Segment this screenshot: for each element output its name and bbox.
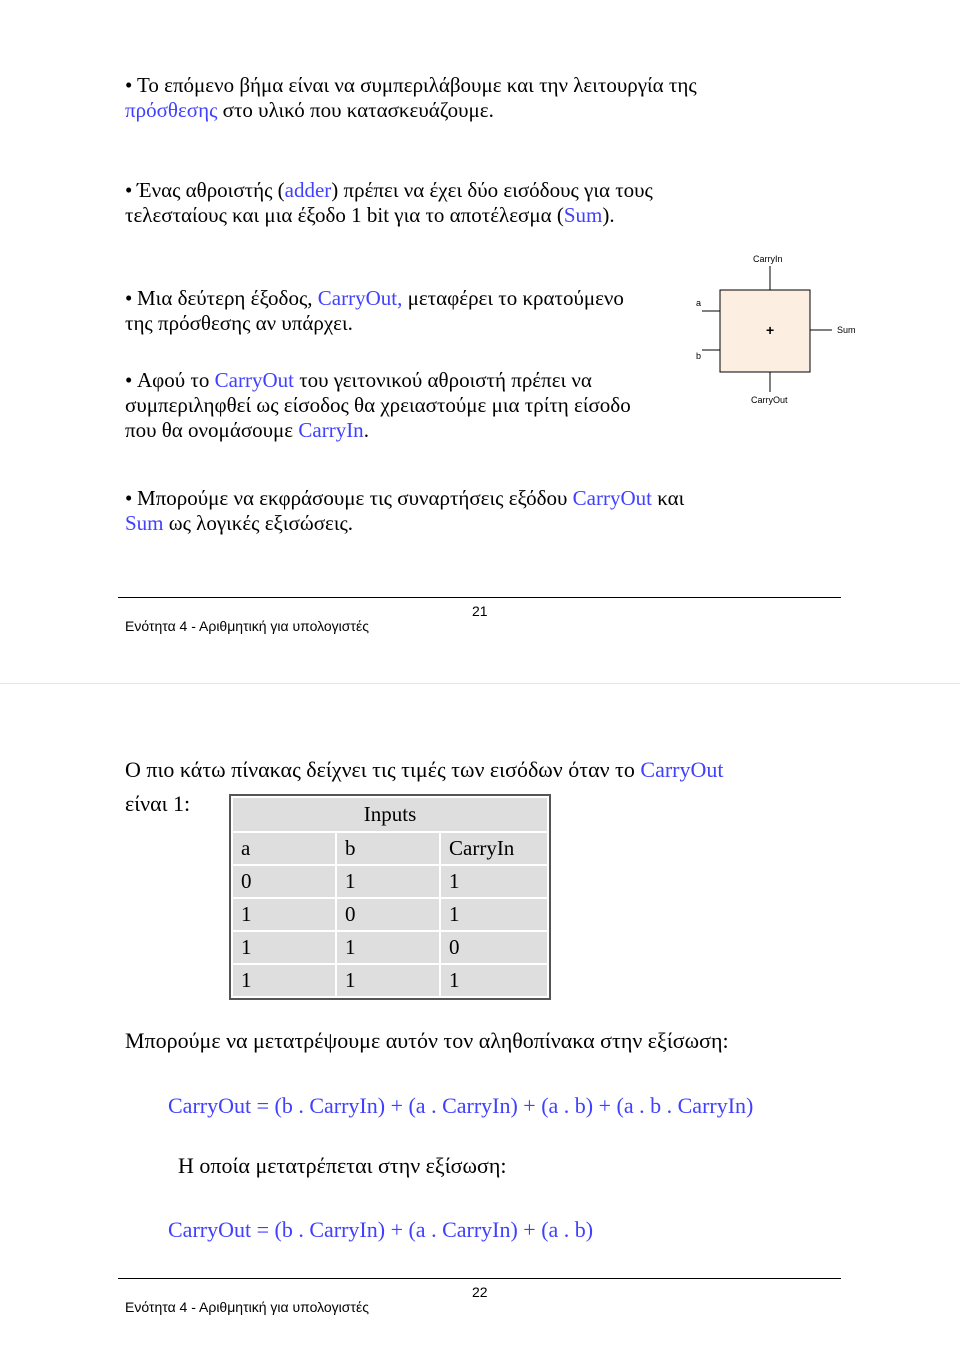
table-cell: 1 bbox=[232, 898, 336, 931]
bullet-text: μεταφέρει το κρατούμενο της πρόσθεσης αν υπάρχει. bbox=[125, 286, 624, 335]
highlighted-term: CarryOut bbox=[572, 486, 652, 510]
table-header-a: a bbox=[232, 832, 336, 865]
highlighted-term: Sum bbox=[125, 511, 164, 535]
adder-diagram bbox=[690, 250, 870, 420]
convert-text: Μπορούμε να μετατρέψουμε αυτόν τον αληθοπίνακα στην εξίσωση: bbox=[125, 1028, 729, 1053]
table-cell: 1 bbox=[232, 964, 336, 997]
page-divider bbox=[0, 683, 960, 684]
table-header-carryin: CarryIn bbox=[440, 832, 548, 865]
table-row bbox=[232, 964, 548, 997]
truth-table bbox=[231, 796, 549, 998]
highlighted-term: CarryOut, bbox=[317, 286, 403, 310]
bullet-text: ) πρέπει να έχει δύο εισόδους για τους τελεσταίους και μια έξοδο 1 bit για το αποτέλεσμα ( bbox=[125, 178, 653, 227]
table-cell: 1 bbox=[440, 898, 548, 931]
bullet-item: • Ένας αθροιστής (adder) πρέπει να έχει δύο εισόδους για τους τελεσταίους και μια έξοδο 1 bit για το αποτέλεσμα (Sum). bbox=[125, 178, 653, 227]
carry-out-label: CarryOut bbox=[751, 395, 788, 405]
table-row bbox=[232, 898, 548, 931]
bullet-item: • Μια δεύτερη έξοδος, CarryOut, μεταφέρει το κρατούμενο της πρόσθεσης αν υπάρχει. bbox=[125, 286, 624, 335]
intro-carryout: CarryOut bbox=[640, 757, 724, 782]
bullet-text: ως λογικές εξισώσεις. bbox=[163, 511, 354, 535]
table-cell: 1 bbox=[336, 931, 440, 964]
carry-in-label: CarryIn bbox=[753, 254, 783, 264]
intro-prefix: Ο πιο κάτω πίνακας δείχνει τις τιμές των εισόδων όταν το bbox=[125, 757, 641, 782]
bullet-item: • Μπορούμε να εκφράσουμε τις συναρτήσεις εξόδου CarryOut και Sum ως λογικές εξισώσεις. bbox=[125, 486, 685, 535]
table-title: Inputs bbox=[232, 797, 548, 832]
highlighted-term: CarryOut bbox=[214, 368, 294, 392]
equation-1: CarryOut = (b . CarryIn) + (a . CarryIn) + (a . b) + (a . b . CarryIn) bbox=[168, 1093, 754, 1118]
input-b-label: b bbox=[696, 351, 702, 361]
intro-text bbox=[125, 756, 723, 784]
page-number: 21 bbox=[472, 603, 488, 619]
bullet-text: του γειτονικού αθροιστή πρέπει να συμπεριληφθεί ως είσοδος θα χρειαστούμε μια τρίτη είσοδο που θα ονομάσουμε bbox=[125, 368, 631, 442]
bullet-text: και bbox=[652, 486, 685, 510]
table-cell: 1 bbox=[336, 865, 440, 898]
bullet-text: στο υλικό που κατασκευάζουμε. bbox=[217, 98, 494, 122]
table-cell: 0 bbox=[232, 865, 336, 898]
table-cell: 1 bbox=[232, 931, 336, 964]
highlighted-term: CarryIn bbox=[298, 418, 364, 442]
table-cell: 1 bbox=[440, 964, 548, 997]
highlighted-term: adder bbox=[284, 178, 332, 202]
bullet-item: • Το επόμενο βήμα είναι να συμπεριλάβουμε και την λειτουργία της πρόσθεσης στο υλικό που κατασκευάζουμε. bbox=[125, 73, 697, 122]
footer-text: Ενότητα 4 - Αριθμητική για υπολογιστές bbox=[125, 1299, 369, 1315]
input-a-label: a bbox=[696, 298, 702, 308]
intro-suffix: είναι 1: bbox=[125, 791, 191, 816]
which-text: Η οποία μετατρέπεται στην εξίσωση: bbox=[178, 1153, 507, 1178]
table-row bbox=[232, 931, 548, 964]
bullet-text: Το επόμενο βήμα είναι να συμπεριλάβουμε και την λειτουργία της bbox=[137, 73, 697, 97]
bullet-text: Ένας αθροιστής ( bbox=[137, 178, 285, 202]
plus-symbol: + bbox=[766, 322, 775, 338]
adder-box bbox=[720, 290, 810, 372]
table-cell: 0 bbox=[440, 931, 548, 964]
table-cell: 1 bbox=[440, 865, 548, 898]
bullet-text: Μπορούμε να εκφράσουμε τις συναρτήσεις εξόδου bbox=[137, 486, 573, 510]
table-cell: 0 bbox=[336, 898, 440, 931]
sum-label: Sum bbox=[837, 325, 856, 335]
footer-rule bbox=[118, 597, 841, 598]
table-header-b: b bbox=[336, 832, 440, 865]
bullet-text: Μια δεύτερη έξοδος, bbox=[137, 286, 318, 310]
footer-rule bbox=[118, 1278, 841, 1279]
bullet-text: ). bbox=[602, 203, 615, 227]
page-number: 22 bbox=[472, 1284, 488, 1300]
highlighted-term: πρόσθεσης bbox=[125, 98, 218, 122]
footer-text: Ενότητα 4 - Αριθμητική για υπολογιστές bbox=[125, 618, 369, 634]
table-cell: 1 bbox=[336, 964, 440, 997]
bullet-text: Αφού το bbox=[137, 368, 215, 392]
highlighted-term: Sum bbox=[563, 203, 603, 227]
table-row bbox=[232, 865, 548, 898]
bullet-item: • Αφού το CarryOut του γειτονικού αθροιστή πρέπει να συμπεριληφθεί ως είσοδος θα χρειαστούμε μια τρίτη είσοδο που θα ονομάσουμε CarryIn. bbox=[125, 368, 631, 442]
equation-2: CarryOut = (b . CarryIn) + (a . CarryIn) + (a . b) bbox=[168, 1217, 594, 1242]
bullet-text: . bbox=[363, 418, 369, 442]
